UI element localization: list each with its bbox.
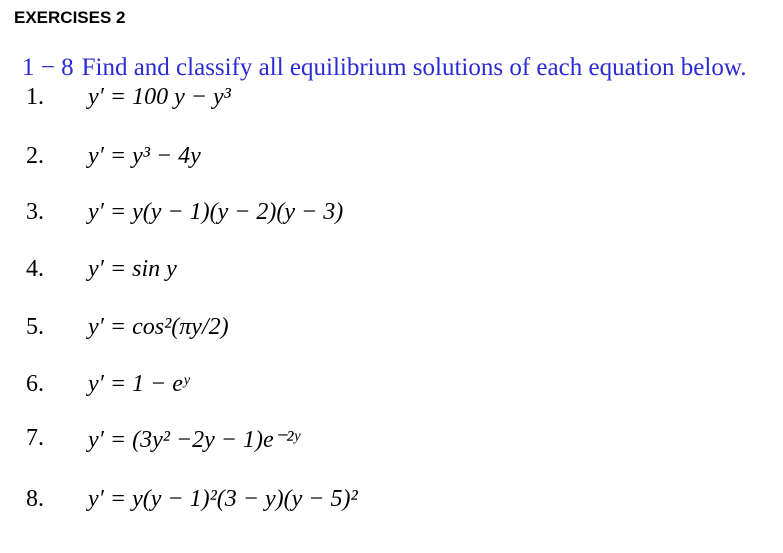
exercise-range: 1 − 8 <box>22 54 74 81</box>
exercise-number: 4. <box>26 256 44 282</box>
exercise-number: 2. <box>26 143 44 169</box>
exercise-item-5 <box>0 314 783 348</box>
exercise-item-7 <box>0 425 783 459</box>
exercise-equation: y′ = y³ − 4y <box>88 143 201 169</box>
exercise-equation: y′ = y(y − 1)²(3 − y)(y − 5)² <box>88 486 358 512</box>
exercise-number: 5. <box>26 314 44 340</box>
exercise-number: 6. <box>26 371 44 397</box>
exercise-equation: y′ = 1 − eʸ <box>88 371 190 397</box>
exercise-number: 8. <box>26 486 44 512</box>
exercise-equation: y′ = y(y − 1)(y − 2)(y − 3) <box>88 199 344 225</box>
exercise-equation: y′ = cos²(πy/2) <box>88 314 229 340</box>
exercise-item-8 <box>0 486 783 520</box>
exercise-item-6 <box>0 371 783 405</box>
exercise-equation: y′ = 100 y − y³ <box>88 84 231 110</box>
exercise-item-3 <box>0 199 783 233</box>
section-heading: EXERCISES 2 <box>14 8 126 27</box>
exercise-number: 7. <box>26 425 44 451</box>
exercise-number: 1. <box>26 84 44 110</box>
exercise-item-2 <box>0 143 783 177</box>
exercise-item-4 <box>0 256 783 290</box>
instruction-text: Find and classify all equilibrium solutions of each equation below. <box>81 54 747 81</box>
exercise-number: 3. <box>26 199 44 225</box>
exercise-item-1 <box>0 84 783 118</box>
exercise-equation: y′ = sin y <box>88 256 177 282</box>
exercise-equation: y′ = (3y² −2y − 1)e⁻²ʸ <box>88 427 300 453</box>
